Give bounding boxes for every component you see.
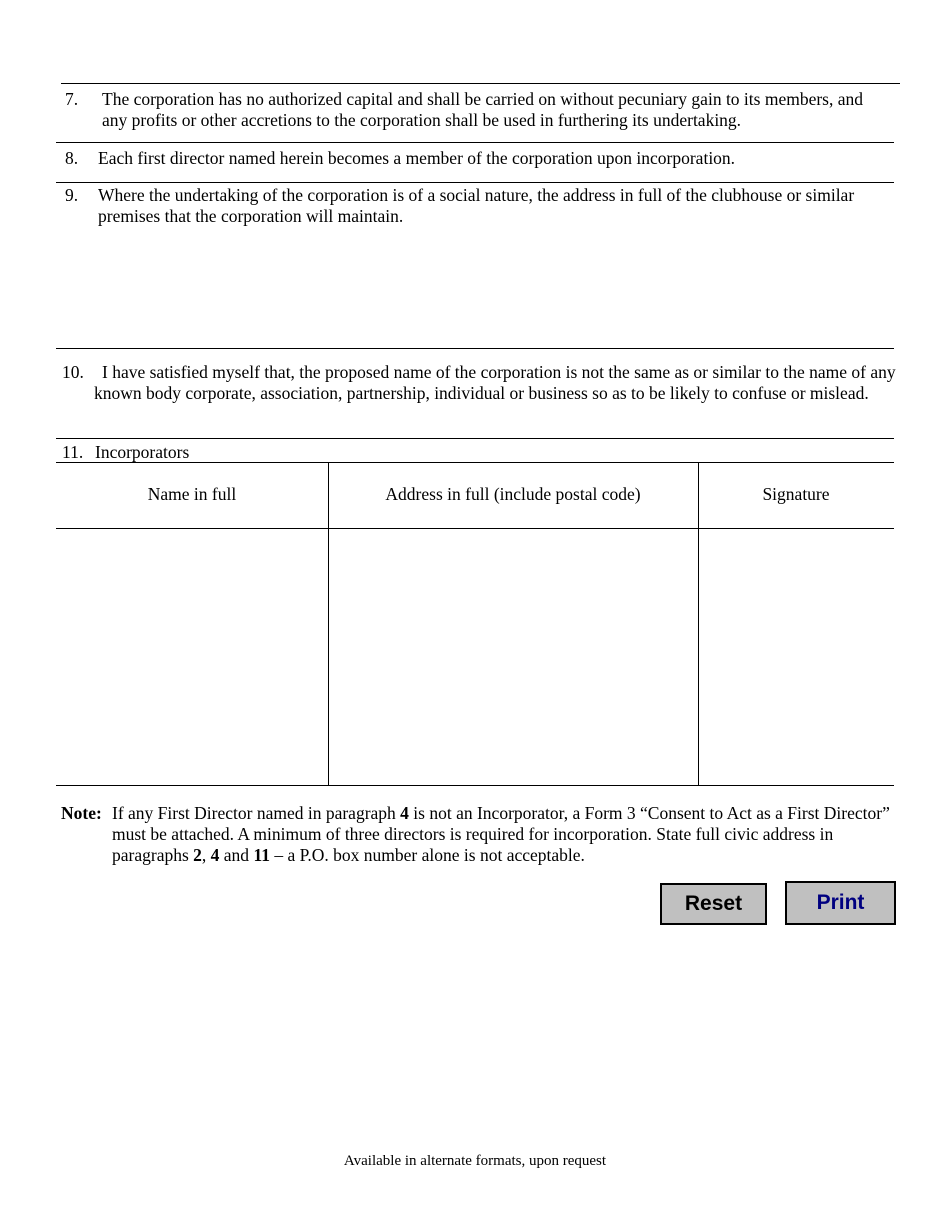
note-text-part: is not an Incorporator, a Form 3 “Consent to Act as a First Director” must be attached. A minimum of three directors is required for incorporation. State full civic address in paragraphs [112,803,890,865]
divider-top [61,83,900,84]
table-bottom-border [56,785,894,786]
table-top-border [56,462,894,463]
print-button[interactable]: Print [785,881,896,925]
footer-text: Available in alternate formats, upon request [343,1153,607,1169]
note-paragraph-ref: 4 [210,845,220,865]
name-field[interactable] [57,529,327,784]
paragraph-7-number: 7. [65,89,79,109]
note-text-part: If any First Director named in paragraph [112,803,401,823]
column-header-name: Name in full [147,484,237,504]
paragraph-9-text: Where the undertaking of the corporation is of a social nature, the address in full of the clubhouse or similar premises that the corporation will maintain. [98,185,855,226]
divider-9-10 [56,348,894,349]
paragraph-10-number: 10. [62,362,84,382]
paragraph-7-text: The corporation has no authorized capital and shall be carried on without pecuniary gain to its members, and any profits or other accretions to the corporation shall be used in furthering its undertaking. [102,89,864,130]
paragraph-8-number: 8. [65,148,79,168]
note-text-part: , [201,845,211,865]
note-text-part: – a P.O. box number alone is not acceptable. [269,845,585,865]
note-label: Note: [61,803,102,823]
paragraph-11-number: 11. [62,442,84,462]
paragraph-8-text: Each first director named herein becomes a member of the corporation upon incorporation. [98,148,736,168]
note-paragraph-ref: 4 [400,803,409,823]
divider-10-11 [56,438,894,439]
paragraph-10-text: I have satisfied myself that, the proposed name of the corporation is not the same as or similar to the name of any known body corporate, association, partnership, individual or business so as to be likely to confuse or mislead. [94,362,896,403]
note-paragraph-ref: 11 [253,845,270,865]
paragraph-11-text: Incorporators [95,442,190,462]
signature-field[interactable] [699,529,893,784]
reset-button[interactable]: Reset [660,883,767,925]
paragraph-9-number: 9. [65,185,79,205]
divider-8-9 [56,182,894,183]
note-paragraph-ref: 2 [193,845,202,865]
column-header-signature: Signature [762,484,830,504]
address-field[interactable] [329,529,697,784]
divider-7-8 [56,142,894,143]
note-text-part: and [219,845,254,865]
column-header-address: Address in full (include postal code) [385,484,641,504]
note-text [112,803,902,866]
